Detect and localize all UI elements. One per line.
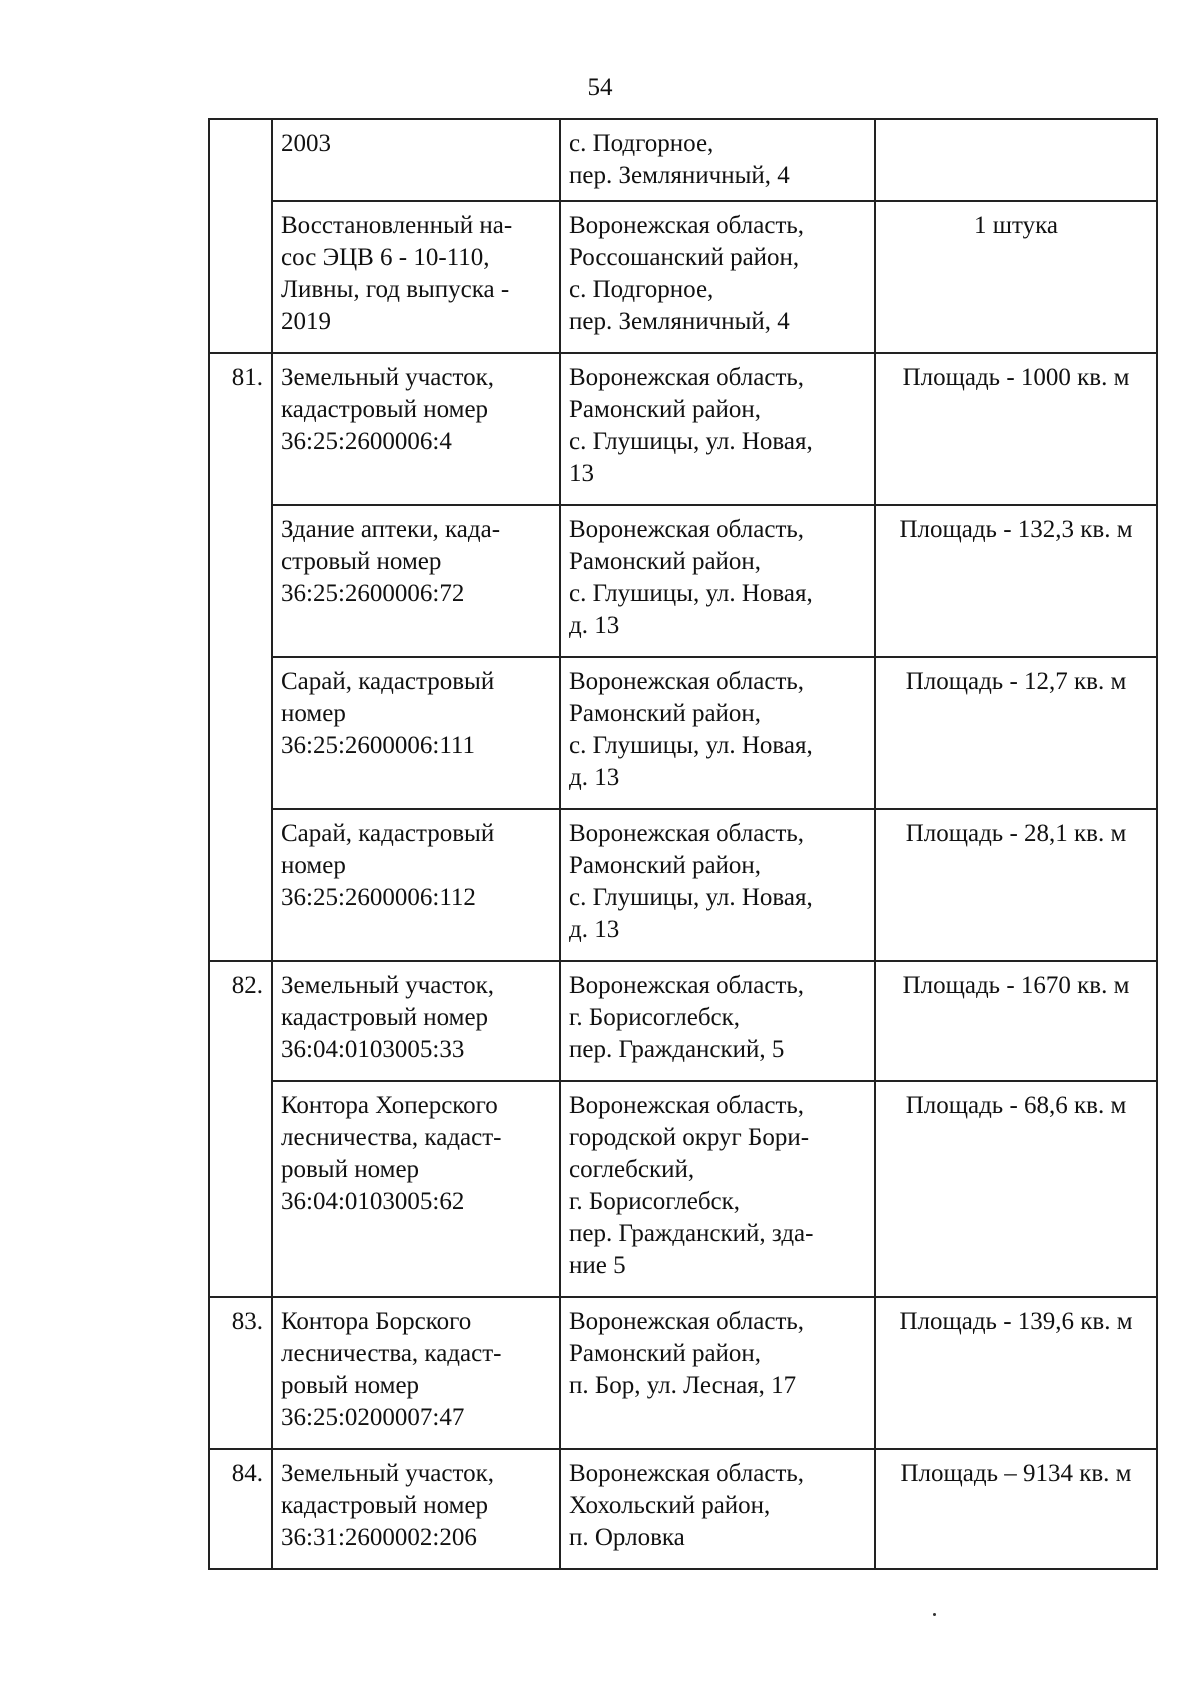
object-name-line: ровый номер — [281, 1156, 420, 1183]
object-name-cell — [272, 809, 560, 961]
table-row — [209, 657, 1157, 809]
object-name-cell — [272, 505, 560, 657]
address-line: с. Глушицы, ул. Новая, — [569, 580, 813, 607]
address-line: Рамонский район, — [569, 548, 762, 575]
address-line: ние 5 — [569, 1252, 626, 1279]
page-number: 54 — [587, 74, 613, 101]
object-name-line: 36:25:2600006:72 — [281, 580, 465, 607]
table-row — [209, 1297, 1157, 1449]
row-number: 84. — [209, 1449, 272, 1569]
address-cell — [560, 961, 875, 1081]
object-name-line: Ливны, год выпуска - — [281, 276, 510, 303]
row-number — [209, 657, 272, 809]
object-name-line: Здание аптеки, када- — [281, 516, 501, 543]
address-line: д. 13 — [569, 916, 620, 943]
table-row — [209, 353, 1157, 505]
address-line: с. Глушицы, ул. Новая, — [569, 428, 813, 455]
address-line: Воронежская область, — [569, 364, 805, 391]
characteristic-cell: 1 штука — [875, 201, 1157, 353]
object-name-line: стровый номер — [281, 548, 442, 575]
row-number: 83. — [209, 1297, 272, 1449]
object-name-line: сос ЭЦВ 6 - 10-110, — [281, 244, 490, 271]
address-line: Воронежская область, — [569, 516, 805, 543]
object-name-line: 2019 — [281, 308, 331, 335]
row-number — [209, 505, 272, 657]
address-line: Воронежская область, — [569, 212, 805, 239]
address-line: пер. Гражданский, 5 — [569, 1036, 785, 1063]
object-name-cell — [272, 1297, 560, 1449]
object-name-line: Сарай, кадастровый — [281, 820, 495, 847]
address-line: Рамонский район, — [569, 700, 762, 727]
object-name-line: лесничества, кадаст- — [281, 1340, 502, 1367]
object-name-line: номер — [281, 700, 346, 727]
address-cell — [560, 1297, 875, 1449]
row-number: 82. — [209, 961, 272, 1081]
address-cell — [560, 809, 875, 961]
object-name-cell — [272, 119, 560, 201]
object-name-line: Земельный участок, — [281, 972, 494, 999]
object-name-line: 2003 — [281, 130, 331, 157]
table-row — [209, 1449, 1157, 1569]
address-line: Воронежская область, — [569, 820, 805, 847]
object-name-line: 36:25:2600006:112 — [281, 884, 476, 911]
address-line: городской округ Бори- — [569, 1124, 810, 1151]
address-line: пер. Гражданский, зда- — [569, 1220, 814, 1247]
address-line: с. Глушицы, ул. Новая, — [569, 884, 813, 911]
address-line: Воронежская область, — [569, 1460, 805, 1487]
address-line: Россошанский район, — [569, 244, 800, 271]
address-line: с. Подгорное, — [569, 130, 714, 157]
address-cell — [560, 1449, 875, 1569]
object-name-line: 36:25:0200007:47 — [281, 1404, 465, 1431]
object-name-line: 36:04:0103005:62 — [281, 1188, 465, 1215]
table-row — [209, 119, 1157, 201]
address-line: д. 13 — [569, 764, 620, 791]
address-line: Хохольский район, — [569, 1492, 771, 1519]
table-row — [209, 809, 1157, 961]
object-name-cell — [272, 201, 560, 353]
characteristic-cell: Площадь - 132,3 кв. м — [875, 505, 1157, 657]
table-row — [209, 201, 1157, 353]
object-name-line: лесничества, кадаст- — [281, 1124, 502, 1151]
table-row — [209, 1081, 1157, 1297]
address-line: пер. Земляничный, 4 — [569, 308, 790, 335]
object-name-line: кадастровый номер — [281, 1492, 489, 1519]
object-name-line: кадастровый номер — [281, 396, 489, 423]
object-name-cell — [272, 1449, 560, 1569]
address-line: Рамонский район, — [569, 1340, 762, 1367]
row-number — [209, 809, 272, 961]
row-number — [209, 119, 272, 201]
object-name-cell — [272, 657, 560, 809]
object-name-line: кадастровый номер — [281, 1004, 489, 1031]
address-line: п. Орловка — [569, 1524, 685, 1551]
object-name-line: Контора Хоперского — [281, 1092, 498, 1119]
address-cell — [560, 201, 875, 353]
address-cell — [560, 505, 875, 657]
object-name-line: номер — [281, 852, 346, 879]
characteristic-cell: Площадь - 1000 кв. м — [875, 353, 1157, 505]
object-name-line: Контора Борского — [281, 1308, 472, 1335]
address-line: г. Борисоглебск, — [569, 1188, 741, 1215]
address-cell — [560, 1081, 875, 1297]
address-cell — [560, 353, 875, 505]
row-number — [209, 1081, 272, 1297]
scan-artifact-dot — [933, 1613, 936, 1616]
object-name-line: 36:04:0103005:33 — [281, 1036, 465, 1063]
characteristic-cell: Площадь – 9134 кв. м — [875, 1449, 1157, 1569]
property-table — [208, 118, 1158, 1570]
table-row — [209, 961, 1157, 1081]
address-cell — [560, 119, 875, 201]
characteristic-cell: Площадь - 12,7 кв. м — [875, 657, 1157, 809]
address-line: Воронежская область, — [569, 668, 805, 695]
characteristic-cell: Площадь - 139,6 кв. м — [875, 1297, 1157, 1449]
row-number: 81. — [209, 353, 272, 505]
address-line: с. Подгорное, — [569, 276, 714, 303]
object-name-line: Сарай, кадастровый — [281, 668, 495, 695]
address-line: пер. Земляничный, 4 — [569, 162, 790, 189]
address-cell — [560, 657, 875, 809]
object-name-cell — [272, 1081, 560, 1297]
object-name-line: 36:25:2600006:111 — [281, 732, 475, 759]
object-name-line: 36:25:2600006:4 — [281, 428, 452, 455]
address-line: соглебский, — [569, 1156, 695, 1183]
address-line: Рамонский район, — [569, 396, 762, 423]
object-name-cell — [272, 353, 560, 505]
address-line: Воронежская область, — [569, 1092, 805, 1119]
row-number — [209, 201, 272, 353]
object-name-line: Земельный участок, — [281, 1460, 494, 1487]
characteristic-cell: Площадь - 28,1 кв. м — [875, 809, 1157, 961]
address-line: 13 — [569, 460, 594, 487]
characteristic-cell: Площадь - 1670 кв. м — [875, 961, 1157, 1081]
address-line: п. Бор, ул. Лесная, 17 — [569, 1372, 797, 1399]
characteristic-cell — [875, 119, 1157, 201]
address-line: Рамонский район, — [569, 852, 762, 879]
object-name-line: ровый номер — [281, 1372, 420, 1399]
object-name-line: Земельный участок, — [281, 364, 494, 391]
address-line: с. Глушицы, ул. Новая, — [569, 732, 813, 759]
address-line: д. 13 — [569, 612, 620, 639]
object-name-cell — [272, 961, 560, 1081]
address-line: г. Борисоглебск, — [569, 1004, 741, 1031]
object-name-line: Восстановленный на- — [281, 212, 513, 239]
address-line: Воронежская область, — [569, 972, 805, 999]
address-line: Воронежская область, — [569, 1308, 805, 1335]
characteristic-cell: Площадь - 68,6 кв. м — [875, 1081, 1157, 1297]
table-row — [209, 505, 1157, 657]
object-name-line: 36:31:2600002:206 — [281, 1524, 477, 1551]
